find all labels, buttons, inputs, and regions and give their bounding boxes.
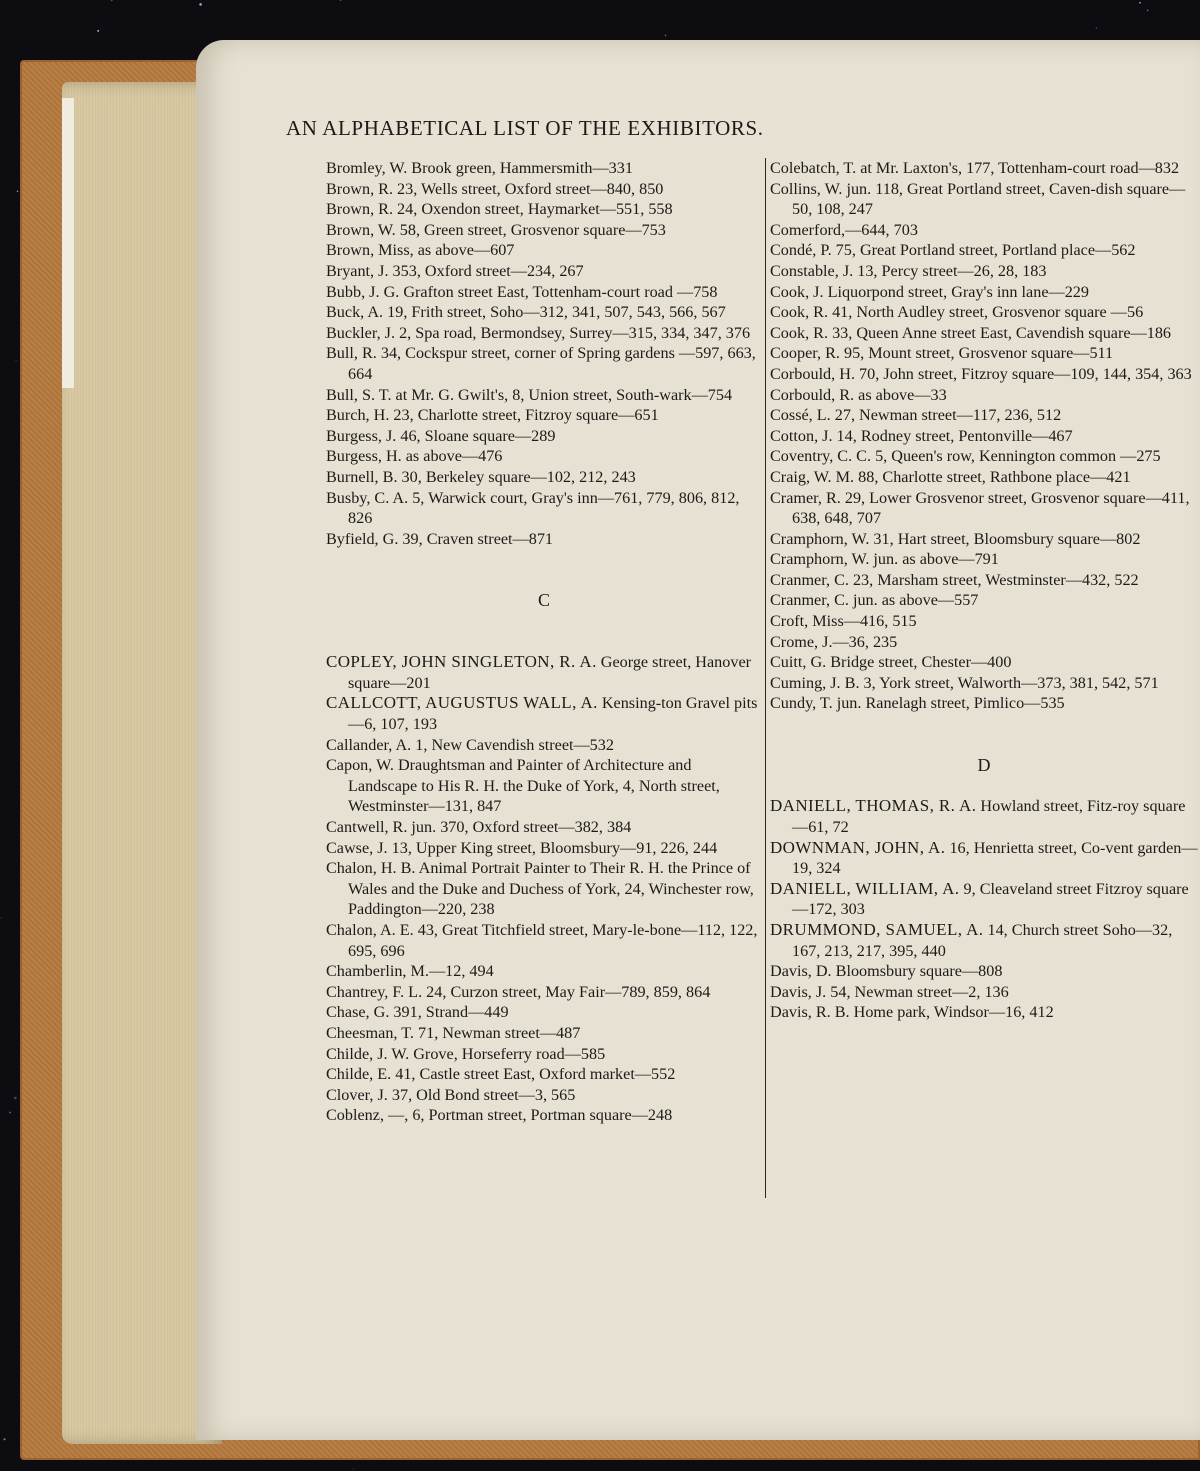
spacer bbox=[770, 776, 1198, 797]
page-title: AN ALPHABETICAL LIST OF THE EXHIBITORS. bbox=[286, 116, 764, 140]
exhibitor-details: Davis, D. Bloomsbury square—808 bbox=[770, 962, 1003, 981]
exhibitor-entry: Buckler, J. 2, Spa road, Bermondsey, Surrey—315, 334, 347, 376 bbox=[326, 323, 751, 342]
exhibitor-entry: Burnell, B. 30, Berkeley square—102, 212, 243 bbox=[326, 467, 636, 486]
exhibitor-entry: Cramphorn, W. 31, Hart street, Bloomsbury square—802 bbox=[770, 529, 1141, 548]
exhibitor-details: 9, Cleaveland street Fitzroy square—172, 303 bbox=[792, 879, 1189, 919]
section-heading-d: D bbox=[977, 755, 991, 776]
spacer bbox=[326, 549, 762, 570]
exhibitor-entry bbox=[326, 961, 762, 982]
exhibitor-entry bbox=[326, 735, 762, 756]
exhibitor-entry bbox=[770, 920, 1198, 961]
star-speck bbox=[1139, 2, 1141, 4]
star-speck bbox=[340, 0, 342, 1]
exhibitor-entry: Bull, S. T. at Mr. G. Gwilt's, 8, Union street, South-wark—754 bbox=[326, 385, 733, 404]
exhibitor-name: DANIELL, THOMAS, R. A. bbox=[770, 796, 977, 816]
right-column bbox=[770, 158, 1198, 1023]
exhibitor-entry bbox=[770, 961, 1198, 982]
star-speck bbox=[3, 1438, 5, 1440]
star-speck bbox=[17, 190, 19, 192]
exhibitor-name: DOWNMAN, JOHN, A. bbox=[770, 837, 946, 857]
exhibitor-entry: Cook, J. Liquorpond street, Gray's inn lane—229 bbox=[770, 282, 1089, 301]
exhibitor-details: Childe, J. W. Grove, Horseferry road—585 bbox=[326, 1044, 606, 1063]
exhibitor-entry bbox=[326, 838, 762, 859]
exhibitor-details: Davis, R. B. Home park, Windsor—16, 412 bbox=[770, 1003, 1054, 1022]
exhibitor-entry: Cossé, L. 27, Newman street—117, 236, 512 bbox=[770, 406, 1062, 425]
exhibitor-entry: Burgess, H. as above—476 bbox=[326, 447, 503, 466]
exhibitor-details: 16, Henrietta street, Co-vent garden—19, 324 bbox=[792, 838, 1198, 878]
left-column bbox=[326, 158, 762, 1126]
exhibitor-name: COPLEY, JOHN SINGLETON, R. A. bbox=[326, 652, 597, 672]
exhibitor-entry: Collins, W. jun. 118, Great Portland street, Caven-dish square—50, 108, 247 bbox=[770, 179, 1186, 219]
star-speck bbox=[16, 360, 17, 361]
exhibitor-name: CALLCOTT, AUGUSTUS WALL, A. bbox=[326, 693, 598, 713]
exhibitor-entry: Busby, C. A. 5, Warwick court, Gray's inn—761, 779, 806, 812, 826 bbox=[326, 488, 740, 528]
exhibitor-entry bbox=[326, 982, 762, 1003]
star-speck bbox=[1, 917, 2, 918]
exhibitor-entry: Burgess, J. 46, Sloane square—289 bbox=[326, 426, 556, 445]
exhibitor-entry: Cuming, J. B. 3, York street, Walworth—373, 381, 542, 571 bbox=[770, 673, 1159, 692]
exhibitor-details: Davis, J. 54, Newman street—2, 136 bbox=[770, 982, 1009, 1001]
exhibitor-entry: Condé, P. 75, Great Portland street, Portland place—562 bbox=[770, 241, 1136, 260]
exhibitor-details: Cantwell, R. jun. 370, Oxford street—382, 384 bbox=[326, 818, 632, 836]
exhibitor-entry: Brown, R. 24, Oxendon street, Haymarket—551, 558 bbox=[326, 200, 673, 219]
exhibitor-entry: Bryant, J. 353, Oxford street—234, 267 bbox=[326, 261, 584, 280]
exhibitor-details: Howland street, Fitz-roy square—61, 72 bbox=[792, 797, 1186, 836]
exhibitor-details: Chantrey, F. L. 24, Curzon street, May Fair—789, 859, 864 bbox=[326, 982, 711, 1001]
exhibitor-entry bbox=[326, 1085, 762, 1106]
exhibitor-entry bbox=[326, 652, 762, 693]
exhibitor-entry: Brown, Miss, as above—607 bbox=[326, 241, 515, 260]
entries-d-list bbox=[770, 796, 1198, 1023]
exhibitor-entry bbox=[326, 693, 762, 734]
exhibitor-details: Childe, E. 41, Castle street East, Oxford market—552 bbox=[326, 1065, 676, 1084]
exhibitor-entry bbox=[326, 1002, 762, 1023]
exhibitor-details: Capon, W. Draughtsman and Painter of Architecture and Landscape to His R. H. the Duke of York, 4, North street, Westminster—131, 847 bbox=[326, 756, 720, 816]
entries-c-list bbox=[326, 652, 762, 1126]
exhibitor-details: Cawse, J. 13, Upper King street, Bloomsbury—91, 226, 244 bbox=[326, 838, 718, 857]
exhibitor-entry bbox=[326, 1044, 762, 1065]
exhibitor-details: Coblenz, —, 6, Portman street, Portman square—248 bbox=[326, 1106, 673, 1125]
star-speck bbox=[97, 30, 99, 32]
exhibitor-entry bbox=[326, 920, 762, 961]
exhibitor-details: 14, Church street Soho—32, 167, 213, 217, 395, 440 bbox=[792, 920, 1173, 960]
exhibitor-entry: Cooper, R. 95, Mount street, Grosvenor square—511 bbox=[770, 344, 1114, 363]
exhibitor-entry: Crome, J.—36, 235 bbox=[770, 632, 898, 651]
exhibitor-entry: Bromley, W. Brook green, Hammersmith—331 bbox=[326, 159, 633, 177]
exhibitor-entry: Cramphorn, W. jun. as above—791 bbox=[770, 550, 999, 569]
column-divider bbox=[765, 158, 766, 1198]
exhibitor-entry: Byfield, G. 39, Craven street—871 bbox=[326, 529, 554, 548]
exhibitor-entry: Cranmer, C. 23, Marsham street, Westminster—432, 522 bbox=[770, 570, 1139, 589]
exhibitor-name: DANIELL, WILLIAM, A. bbox=[770, 878, 960, 898]
star-speck bbox=[14, 1097, 17, 1100]
spacer bbox=[326, 611, 762, 632]
exhibitor-entry: Craig, W. M. 88, Charlotte street, Rathbone place—421 bbox=[770, 467, 1131, 486]
exhibitor-details: Callander, A. 1, New Cavendish street—532 bbox=[326, 735, 614, 754]
spacer bbox=[770, 714, 1198, 735]
exhibitor-entry: Coventry, C. C. 5, Queen's row, Kennington common —275 bbox=[770, 447, 1161, 466]
exhibitor-entry: Colebatch, T. at Mr. Laxton's, 177, Tottenham-court road—832 bbox=[770, 159, 1180, 177]
exhibitor-entry bbox=[326, 817, 762, 838]
exhibitor-entry bbox=[770, 1002, 1198, 1023]
exhibitor-entry: Cook, R. 41, North Audley street, Grosvenor square —56 bbox=[770, 303, 1144, 322]
spacer bbox=[326, 632, 762, 653]
exhibitor-entry: Constable, J. 13, Percy street—26, 28, 183 bbox=[770, 261, 1047, 280]
exhibitor-entry: Brown, R. 23, Wells street, Oxford street—840, 850 bbox=[326, 179, 664, 198]
exhibitor-entry bbox=[326, 1023, 762, 1044]
exhibitor-entry bbox=[770, 796, 1198, 837]
bookmark-slip bbox=[62, 98, 74, 388]
exhibitor-entry: Cundy, T. jun. Ranelagh street, Pimlico—535 bbox=[770, 694, 1065, 713]
exhibitor-entry: Brown, W. 58, Green street, Grosvenor square—753 bbox=[326, 220, 666, 239]
exhibitor-entry: Cook, R. 33, Queen Anne street East, Cavendish square—186 bbox=[770, 323, 1172, 342]
star-speck bbox=[199, 3, 202, 6]
spacer bbox=[770, 735, 1198, 756]
exhibitor-entry: Bull, R. 34, Cockspur street, corner of Spring gardens —597, 663, 664 bbox=[326, 344, 756, 383]
exhibitor-entry: Burch, H. 23, Charlotte street, Fitzroy square—651 bbox=[326, 406, 659, 425]
exhibitor-entry: Cuitt, G. Bridge street, Chester—400 bbox=[770, 653, 1012, 672]
exhibitor-entry: Corbould, H. 70, John street, Fitzroy square—109, 144, 354, 363 bbox=[770, 364, 1192, 383]
star-speck bbox=[9, 1112, 11, 1114]
exhibitor-details: Chalon, H. B. Animal Portrait Painter to Their R. H. the Prince of Wales and the Duke and Duchess of York, 24, Winchester row, Paddington—220, 238 bbox=[326, 859, 754, 919]
exhibitor-entry bbox=[326, 1105, 762, 1126]
exhibitor-details: Kensing-ton Gravel pits—6, 107, 193 bbox=[348, 694, 758, 734]
exhibitor-details: Cheesman, T. 71, Newman street—487 bbox=[326, 1023, 581, 1042]
exhibitor-name: DRUMMOND, SAMUEL, A. bbox=[770, 919, 984, 939]
exhibitor-entry: Cotton, J. 14, Rodney street, Pentonville—467 bbox=[770, 426, 1073, 445]
exhibitor-entry bbox=[770, 838, 1198, 879]
star-speck bbox=[111, 0, 113, 1]
exhibitor-entry: Cramer, R. 29, Lower Grosvenor street, Grosvenor square—411, 638, 648, 707 bbox=[770, 488, 1190, 528]
exhibitor-entry bbox=[770, 982, 1198, 1003]
entries-b-list bbox=[326, 158, 762, 549]
section-heading-c: C bbox=[537, 590, 550, 611]
star-speck bbox=[1096, 28, 1097, 29]
exhibitor-details: Clover, J. 37, Old Bond street—3, 565 bbox=[326, 1085, 576, 1104]
exhibitor-details: Chamberlin, M.—12, 494 bbox=[326, 962, 494, 981]
exhibitor-entry: Buck, A. 19, Frith street, Soho—312, 341, 507, 543, 566, 567 bbox=[326, 303, 726, 322]
exhibitor-entry: Cranmer, C. jun. as above—557 bbox=[770, 591, 979, 610]
entries-c-continued-list bbox=[770, 158, 1198, 714]
exhibitor-entry bbox=[326, 858, 762, 920]
exhibitor-entry: Bubb, J. G. Grafton street East, Tottenham-court road —758 bbox=[326, 282, 718, 301]
exhibitor-entry bbox=[326, 755, 762, 817]
exhibitor-entry bbox=[326, 1064, 762, 1085]
exhibitor-entry: Corbould, R. as above—33 bbox=[770, 385, 947, 404]
exhibitor-details: George street, Hanover square—201 bbox=[348, 653, 752, 692]
exhibitor-details: Chalon, A. E. 43, Great Titchfield street, Mary-le-bone—112, 122, 695, 696 bbox=[326, 920, 758, 960]
exhibitor-entry: Comerford,—644, 703 bbox=[770, 220, 918, 239]
star-speck bbox=[353, 1468, 354, 1469]
star-speck bbox=[665, 35, 667, 37]
star-speck bbox=[1147, 10, 1149, 12]
spacer bbox=[326, 570, 762, 591]
exhibitor-entry bbox=[770, 879, 1198, 920]
exhibitor-details: Chase, G. 391, Strand—449 bbox=[326, 1003, 509, 1022]
exhibitor-entry: Croft, Miss—416, 515 bbox=[770, 612, 917, 631]
